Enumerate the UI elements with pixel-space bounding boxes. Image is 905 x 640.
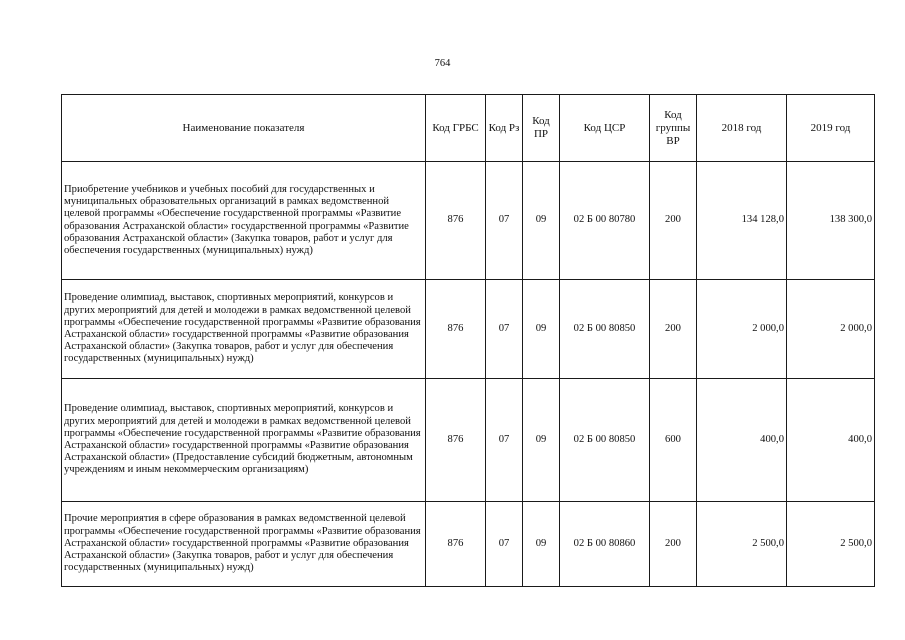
row-vr: 200 xyxy=(650,162,697,280)
header-2019: 2019 год xyxy=(787,95,875,162)
row-rz: 07 xyxy=(486,379,523,502)
row-vr: 200 xyxy=(650,280,697,379)
row-grbs: 876 xyxy=(426,502,486,587)
row-vr: 600 xyxy=(650,379,697,502)
header-pr: Код ПР xyxy=(523,95,560,162)
row-name: Проведение олимпиад, выставок, спортивных мероприятий, конкурсов и других мероприятий для детей и молодежи в рамках ведомственной целевой программы «Обеспечение государственной программы «Развитие образования Астраханской области» государственной программы «Развитие образования Астраханской области» (Предоставление субсидий бюджетным, автономным учреждениям и иным некоммерческим организациям) xyxy=(62,379,426,502)
row-pr: 09 xyxy=(523,379,560,502)
row-rz: 07 xyxy=(486,280,523,379)
header-csr: Код ЦСР xyxy=(560,95,650,162)
row-2019: 2 000,0 xyxy=(787,280,875,379)
row-2019: 400,0 xyxy=(787,379,875,502)
row-pr: 09 xyxy=(523,280,560,379)
row-2018: 134 128,0 xyxy=(697,162,787,280)
row-csr: 02 Б 00 80860 xyxy=(560,502,650,587)
row-2019: 138 300,0 xyxy=(787,162,875,280)
row-name: Прочие мероприятия в сфере образования в рамках ведомственной целевой программы «Обеспечение государственной программы «Развитие образования Астраханской области» государственной программы «Развитие образования Астраханской области» (Закупка товаров, работ и услуг для обеспечения государственных (муниципальных) нужд) xyxy=(62,502,426,587)
row-name: Проведение олимпиад, выставок, спортивных мероприятий, конкурсов и других мероприятий для детей и молодежи в рамках ведомственной целевой программы «Обеспечение государственной программы «Развитие образования Астраханской области» государственной программы «Развитие образования Астраханской области» (Закупка товаров, работ и услуг для обеспечения государственных (муниципальных) нужд) xyxy=(62,280,426,379)
header-rz: Код Рз xyxy=(486,95,523,162)
page-number: 764 xyxy=(434,58,451,69)
budget-table xyxy=(61,94,875,587)
row-pr: 09 xyxy=(523,502,560,587)
row-csr: 02 Б 00 80850 xyxy=(560,379,650,502)
header-name: Наименование показателя xyxy=(62,95,426,162)
row-2018: 2 000,0 xyxy=(697,280,787,379)
row-rz: 07 xyxy=(486,502,523,587)
row-2018: 2 500,0 xyxy=(697,502,787,587)
row-csr: 02 Б 00 80850 xyxy=(560,280,650,379)
row-vr: 200 xyxy=(650,502,697,587)
row-name: Приобретение учебников и учебных пособий для государственных и муниципальных образовательных организаций в рамках ведомственной целевой программы «Обеспечение государственной программы «Развитие образования Астраханской области» государственной программы «Развитие образования Астраханской области» (Закупка товаров, работ и услуг для обеспечения государственных (муниципальных) нужд) xyxy=(62,162,426,280)
row-pr: 09 xyxy=(523,162,560,280)
header-2018: 2018 год xyxy=(697,95,787,162)
row-grbs: 876 xyxy=(426,280,486,379)
row-rz: 07 xyxy=(486,162,523,280)
row-grbs: 876 xyxy=(426,162,486,280)
row-csr: 02 Б 00 80780 xyxy=(560,162,650,280)
header-grbs: Код ГРБС xyxy=(426,95,486,162)
header-vr: Код группы ВР xyxy=(650,95,697,162)
table-row xyxy=(62,280,875,379)
row-2019: 2 500,0 xyxy=(787,502,875,587)
table-header-row xyxy=(62,95,875,162)
row-grbs: 876 xyxy=(426,379,486,502)
table-row xyxy=(62,502,875,587)
table-row xyxy=(62,379,875,502)
table-row xyxy=(62,162,875,280)
row-2018: 400,0 xyxy=(697,379,787,502)
